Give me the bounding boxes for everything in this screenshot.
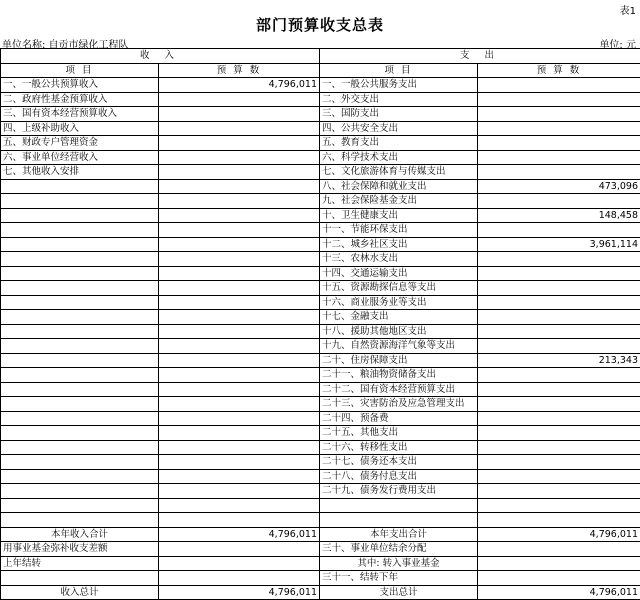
income-value-cell: 4,796,011 [159, 78, 320, 93]
expense-item-cell: 二十六、转移性支出 [320, 440, 478, 455]
income-item-cell: 四、上级补助收入 [1, 121, 159, 136]
totals-body [1, 527, 640, 600]
expense-item-cell: 二十、住房保障支出 [320, 353, 478, 368]
table-row [1, 368, 640, 383]
income-value-cell [159, 179, 320, 194]
income-item-cell [1, 223, 159, 238]
income-value-cell [159, 339, 320, 354]
table-row [1, 382, 640, 397]
expense-header: 支 出 [320, 49, 640, 64]
income-value-cell [159, 165, 320, 180]
expense-value-cell [478, 252, 640, 267]
income-value-cell [159, 484, 320, 499]
expense-item-cell: 十七、金融支出 [320, 310, 478, 325]
income-item-cell: 三、国有资本经营预算收入 [1, 107, 159, 122]
income-value-cell [159, 208, 320, 223]
income-item-cell [1, 382, 159, 397]
income-item-cell: 七、其他收入安排 [1, 165, 159, 180]
table-row [1, 339, 640, 354]
expense-value-cell [478, 92, 640, 107]
income-item-cell [1, 194, 159, 209]
income-item-cell [1, 179, 159, 194]
expense-item-cell: 二十一、粮油物资储备支出 [320, 368, 478, 383]
table-row [1, 179, 640, 194]
income-item-cell [1, 208, 159, 223]
expense-item-cell: 十三、农林水支出 [320, 252, 478, 267]
table-row [1, 223, 640, 238]
table-row [1, 194, 640, 209]
income-item-cell [1, 498, 159, 513]
expense-value-cell [478, 295, 640, 310]
expense-value-cell [478, 440, 640, 455]
expense-item-cell: 一、一般公共服务支出 [320, 78, 478, 93]
expense-item-cell: 二十四、预备费 [320, 411, 478, 426]
grand-total-row [1, 585, 640, 600]
table-row [1, 324, 640, 339]
income-value-cell [159, 223, 320, 238]
table-row [1, 165, 640, 180]
carry-surplus-label: 三十、事业单位结余分配 [320, 542, 478, 557]
expense-value-cell [478, 498, 640, 513]
expense-item-cell: 三、国防支出 [320, 107, 478, 122]
income-value-cell [159, 513, 320, 528]
table-row [1, 469, 640, 484]
income-item-header: 项 目 [1, 63, 159, 78]
expense-item-cell: 十九、自然资源海洋气象等支出 [320, 339, 478, 354]
expense-value-cell [478, 382, 640, 397]
expense-item-cell [320, 513, 478, 528]
income-value-cell [159, 469, 320, 484]
fund-value [159, 542, 320, 557]
column-header-row [1, 63, 640, 78]
expense-item-cell: 十六、商业服务业等支出 [320, 295, 478, 310]
income-value-cell [159, 426, 320, 441]
income-value-cell [159, 455, 320, 470]
expense-item-cell: 六、科学技术支出 [320, 150, 478, 165]
income-item-cell [1, 484, 159, 499]
income-total-label: 本年收入合计 [1, 527, 159, 542]
income-value-cell [159, 498, 320, 513]
income-value-cell [159, 368, 320, 383]
expense-value-cell [478, 324, 640, 339]
expense-item-cell: 十一、节能环保支出 [320, 223, 478, 238]
page-title: 部门预算收支总表 [0, 14, 640, 35]
expense-value-cell [478, 223, 640, 238]
income-item-cell [1, 397, 159, 412]
income-value-cell [159, 136, 320, 151]
expense-total-label: 本年支出合计 [320, 527, 478, 542]
income-value-cell [159, 324, 320, 339]
carry-forward-row [1, 571, 640, 586]
table-row [1, 411, 640, 426]
expense-value-cell [478, 107, 640, 122]
expense-value-cell [478, 310, 640, 325]
expense-sum-label: 支出总计 [320, 585, 478, 600]
income-item-cell [1, 469, 159, 484]
table-number: 表1 [620, 2, 636, 17]
expense-value-cell [478, 266, 640, 281]
expense-item-cell: 十四、交通运输支出 [320, 266, 478, 281]
income-item-cell [1, 368, 159, 383]
table-row [1, 237, 640, 252]
table-body [1, 78, 640, 528]
income-item-cell [1, 353, 159, 368]
expense-value-cell [478, 484, 640, 499]
expense-item-cell: 二十五、其他支出 [320, 426, 478, 441]
expense-item-cell: 十、卫生健康支出 [320, 208, 478, 223]
table-row [1, 295, 640, 310]
income-value-cell [159, 237, 320, 252]
expense-item-cell: 二、外交支出 [320, 92, 478, 107]
table-row [1, 266, 640, 281]
income-value-cell [159, 92, 320, 107]
table-row [1, 78, 640, 93]
table-row [1, 353, 640, 368]
expense-item-cell: 十八、援助其他地区支出 [320, 324, 478, 339]
table-row [1, 150, 640, 165]
fund-label: 用事业基金弥补收支差额 [1, 542, 159, 557]
table-row [1, 281, 640, 296]
income-item-cell [1, 513, 159, 528]
expense-value-cell [478, 150, 640, 165]
expense-value-cell [478, 368, 640, 383]
total-row [1, 527, 640, 542]
expense-item-cell: 十二、城乡社区支出 [320, 237, 478, 252]
income-sum-value: 4,796,011 [159, 585, 320, 600]
expense-item-cell [320, 498, 478, 513]
expense-value-cell [478, 426, 640, 441]
expense-value-cell [478, 469, 640, 484]
expense-value-cell [478, 121, 640, 136]
table-row [1, 121, 640, 136]
expense-value-cell [478, 513, 640, 528]
income-value-cell [159, 121, 320, 136]
table-row [1, 252, 640, 267]
carry-surplus-value [478, 542, 640, 557]
income-item-cell [1, 411, 159, 426]
table-row [1, 397, 640, 412]
carry-forward-label: 三十一、结转下年 [320, 571, 478, 586]
income-item-cell [1, 339, 159, 354]
expense-value-cell: 213,343 [478, 353, 640, 368]
income-value-cell [159, 353, 320, 368]
table-row [1, 484, 640, 499]
expense-item-header: 项 目 [320, 63, 478, 78]
income-value-cell [159, 310, 320, 325]
income-item-cell: 一、一般公共预算收入 [1, 78, 159, 93]
income-value-cell [159, 382, 320, 397]
transfer-value [478, 556, 640, 571]
income-value-cell [159, 440, 320, 455]
income-value-cell [159, 397, 320, 412]
unit-currency: 单位: 元 [599, 36, 636, 51]
expense-value-cell [478, 78, 640, 93]
expense-item-cell: 二十三、灾害防治及应急管理支出 [320, 397, 478, 412]
income-sum-label: 收入总计 [1, 585, 159, 600]
table-row [1, 92, 640, 107]
income-item-cell [1, 237, 159, 252]
carry-forward-blank-value [159, 571, 320, 586]
fund-row [1, 542, 640, 557]
income-value-cell [159, 411, 320, 426]
carry-forward-value [478, 571, 640, 586]
income-item-cell [1, 281, 159, 296]
income-item-cell: 六、事业单位经营收入 [1, 150, 159, 165]
expense-value-cell [478, 411, 640, 426]
income-budget-header: 预 算 数 [159, 63, 320, 78]
expense-item-cell: 五、教育支出 [320, 136, 478, 151]
carry-forward-blank [1, 571, 159, 586]
income-value-cell [159, 150, 320, 165]
income-item-cell [1, 426, 159, 441]
prev-year-label: 上年结转 [1, 556, 159, 571]
section-header-row [1, 49, 640, 64]
transfer-label: 其中: 转入事业基金 [320, 556, 478, 571]
table-row [1, 440, 640, 455]
income-item-cell [1, 310, 159, 325]
income-item-cell: 五、财政专户管理资金 [1, 136, 159, 151]
table-row [1, 426, 640, 441]
expense-item-cell: 二十七、债务还本支出 [320, 455, 478, 470]
income-item-cell: 二、政府性基金预算收入 [1, 92, 159, 107]
table-row [1, 208, 640, 223]
income-value-cell [159, 194, 320, 209]
expense-item-cell: 十五、资源勘探信息等支出 [320, 281, 478, 296]
expense-value-cell [478, 281, 640, 296]
expense-sum-value: 4,796,011 [478, 585, 640, 600]
expense-item-cell: 九、社会保险基金支出 [320, 194, 478, 209]
income-header: 收 入 [1, 49, 320, 64]
expense-value-cell: 148,458 [478, 208, 640, 223]
income-value-cell [159, 266, 320, 281]
expense-item-cell: 二十二、国有资本经营预算支出 [320, 382, 478, 397]
table-row [1, 310, 640, 325]
expense-item-cell: 四、公共安全支出 [320, 121, 478, 136]
unit-name: 单位名称: 自贡市绿化工程队 [2, 36, 129, 51]
budget-table [0, 48, 640, 600]
expense-value-cell: 473,096 [478, 179, 640, 194]
expense-item-cell: 七、文化旅游体育与传媒支出 [320, 165, 478, 180]
expense-value-cell [478, 339, 640, 354]
income-value-cell [159, 281, 320, 296]
income-item-cell [1, 324, 159, 339]
table-row [1, 498, 640, 513]
expense-value-cell [478, 165, 640, 180]
expense-budget-header: 预 算 数 [478, 63, 640, 78]
prev-year-row [1, 556, 640, 571]
table-row [1, 136, 640, 151]
income-item-cell [1, 252, 159, 267]
income-item-cell [1, 440, 159, 455]
income-value-cell [159, 252, 320, 267]
prev-year-value [159, 556, 320, 571]
expense-value-cell [478, 194, 640, 209]
expense-value-cell [478, 136, 640, 151]
income-item-cell [1, 266, 159, 281]
table-row [1, 107, 640, 122]
expense-item-cell: 二十九、债务发行费用支出 [320, 484, 478, 499]
table-row [1, 455, 640, 470]
expense-item-cell: 二十八、债务付息支出 [320, 469, 478, 484]
income-item-cell [1, 455, 159, 470]
income-item-cell [1, 295, 159, 310]
table-row [1, 513, 640, 528]
expense-value-cell [478, 397, 640, 412]
income-value-cell [159, 295, 320, 310]
income-total-value: 4,796,011 [159, 527, 320, 542]
expense-item-cell: 八、社会保障和就业支出 [320, 179, 478, 194]
expense-value-cell: 3,961,114 [478, 237, 640, 252]
expense-total-value: 4,796,011 [478, 527, 640, 542]
expense-value-cell [478, 455, 640, 470]
income-value-cell [159, 107, 320, 122]
